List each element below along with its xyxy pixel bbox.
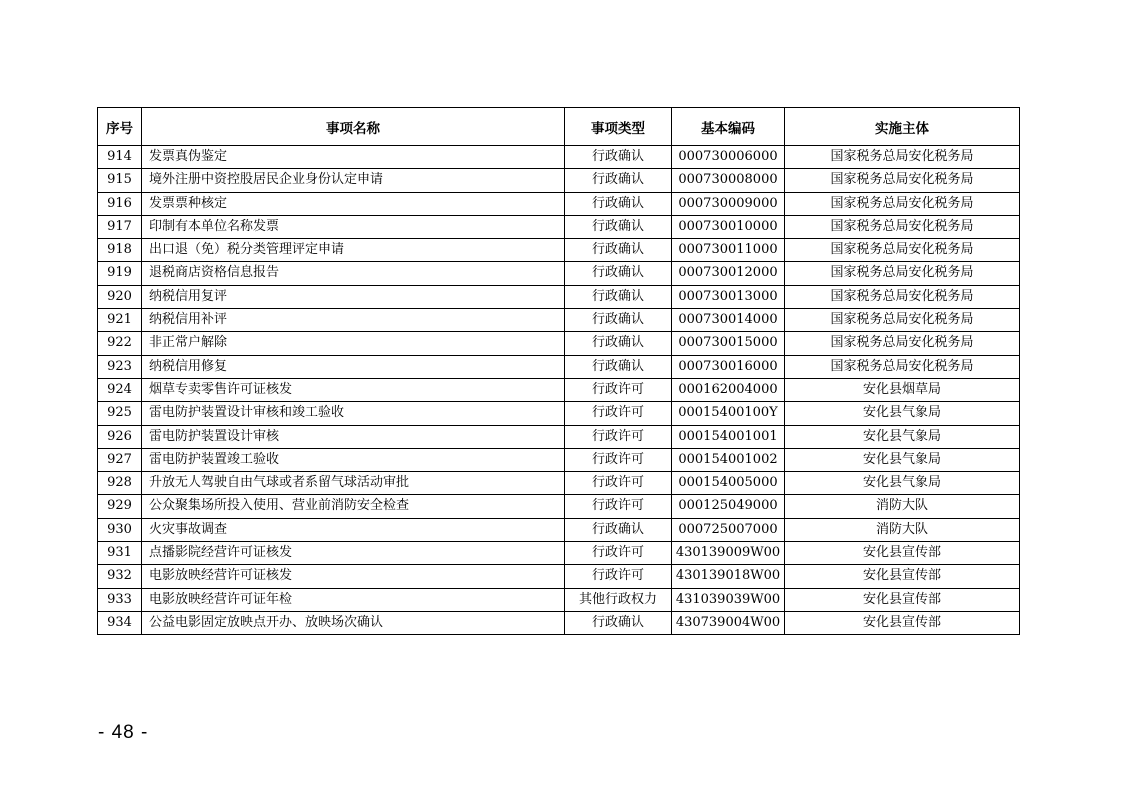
cell-item-type: 行政许可 bbox=[565, 565, 672, 588]
cell-base-code: 430139009W00 bbox=[672, 542, 785, 565]
cell-base-code: 000730006000 bbox=[672, 146, 785, 169]
cell-item-name: 出口退（免）税分类管理评定申请 bbox=[142, 239, 565, 262]
cell-seq: 931 bbox=[98, 542, 142, 565]
cell-item-type: 行政确认 bbox=[565, 239, 672, 262]
cell-item-name: 印制有本单位名称发票 bbox=[142, 215, 565, 238]
cell-agency: 国家税务总局安化税务局 bbox=[785, 192, 1020, 215]
cell-item-name: 纳税信用修复 bbox=[142, 355, 565, 378]
cell-item-type: 行政确认 bbox=[565, 169, 672, 192]
cell-base-code: 000730012000 bbox=[672, 262, 785, 285]
cell-item-name: 公众聚集场所投入使用、营业前消防安全检查 bbox=[142, 495, 565, 518]
cell-item-type: 行政确认 bbox=[565, 611, 672, 634]
cell-base-code: 000725007000 bbox=[672, 518, 785, 541]
cell-item-type: 行政确认 bbox=[565, 332, 672, 355]
cell-item-name: 公益电影固定放映点开办、放映场次确认 bbox=[142, 611, 565, 634]
cell-item-name: 电影放映经营许可证核发 bbox=[142, 565, 565, 588]
cell-seq: 934 bbox=[98, 611, 142, 634]
table-row bbox=[98, 495, 1020, 518]
cell-agency: 安化县烟草局 bbox=[785, 378, 1020, 401]
cell-item-type: 行政许可 bbox=[565, 472, 672, 495]
cell-agency: 安化县气象局 bbox=[785, 472, 1020, 495]
cell-base-code: 000730016000 bbox=[672, 355, 785, 378]
table-row bbox=[98, 448, 1020, 471]
cell-seq: 926 bbox=[98, 425, 142, 448]
table-row bbox=[98, 611, 1020, 634]
cell-seq: 917 bbox=[98, 215, 142, 238]
cell-item-type: 行政确认 bbox=[565, 192, 672, 215]
table-row bbox=[98, 565, 1020, 588]
cell-item-name: 境外注册中资控股居民企业身份认定申请 bbox=[142, 169, 565, 192]
cell-item-name: 发票票种核定 bbox=[142, 192, 565, 215]
cell-seq: 919 bbox=[98, 262, 142, 285]
cell-agency: 安化县宣传部 bbox=[785, 565, 1020, 588]
cell-base-code: 000730014000 bbox=[672, 309, 785, 332]
table-row bbox=[98, 309, 1020, 332]
cell-agency: 国家税务总局安化税务局 bbox=[785, 146, 1020, 169]
cell-agency: 国家税务总局安化税务局 bbox=[785, 169, 1020, 192]
table-header bbox=[98, 108, 1020, 146]
table-row bbox=[98, 146, 1020, 169]
cell-item-type: 行政许可 bbox=[565, 425, 672, 448]
cell-seq: 927 bbox=[98, 448, 142, 471]
cell-agency: 安化县宣传部 bbox=[785, 611, 1020, 634]
cell-agency: 消防大队 bbox=[785, 518, 1020, 541]
cell-base-code: 000730009000 bbox=[672, 192, 785, 215]
header-item-name: 事项名称 bbox=[142, 108, 565, 146]
cell-item-type: 行政确认 bbox=[565, 262, 672, 285]
cell-item-type: 行政许可 bbox=[565, 448, 672, 471]
table-row bbox=[98, 332, 1020, 355]
cell-item-type: 行政许可 bbox=[565, 542, 672, 565]
cell-item-name: 雷电防护装置设计审核 bbox=[142, 425, 565, 448]
cell-agency: 消防大队 bbox=[785, 495, 1020, 518]
cell-item-type: 行政许可 bbox=[565, 378, 672, 401]
cell-seq: 928 bbox=[98, 472, 142, 495]
cell-base-code: 430739004W00 bbox=[672, 611, 785, 634]
table-row bbox=[98, 285, 1020, 308]
cell-item-name: 纳税信用复评 bbox=[142, 285, 565, 308]
cell-item-type: 行政许可 bbox=[565, 402, 672, 425]
table-row bbox=[98, 402, 1020, 425]
items-table bbox=[97, 107, 1020, 635]
cell-item-name: 烟草专卖零售许可证核发 bbox=[142, 378, 565, 401]
cell-seq: 933 bbox=[98, 588, 142, 611]
table-row bbox=[98, 588, 1020, 611]
header-seq: 序号 bbox=[98, 108, 142, 146]
table-row bbox=[98, 425, 1020, 448]
cell-agency: 安化县宣传部 bbox=[785, 588, 1020, 611]
cell-seq: 925 bbox=[98, 402, 142, 425]
cell-base-code: 00015400100Y bbox=[672, 402, 785, 425]
cell-agency: 国家税务总局安化税务局 bbox=[785, 355, 1020, 378]
table-row bbox=[98, 518, 1020, 541]
cell-agency: 国家税务总局安化税务局 bbox=[785, 332, 1020, 355]
header-item-type: 事项类型 bbox=[565, 108, 672, 146]
header-agency: 实施主体 bbox=[785, 108, 1020, 146]
cell-seq: 923 bbox=[98, 355, 142, 378]
cell-agency: 国家税务总局安化税务局 bbox=[785, 262, 1020, 285]
cell-seq: 929 bbox=[98, 495, 142, 518]
cell-seq: 918 bbox=[98, 239, 142, 262]
cell-base-code: 431039039W00 bbox=[672, 588, 785, 611]
cell-base-code: 000162004000 bbox=[672, 378, 785, 401]
cell-base-code: 000154005000 bbox=[672, 472, 785, 495]
table-row bbox=[98, 215, 1020, 238]
cell-base-code: 000730010000 bbox=[672, 215, 785, 238]
header-base-code: 基本编码 bbox=[672, 108, 785, 146]
cell-item-type: 行政确认 bbox=[565, 146, 672, 169]
header-row bbox=[98, 108, 1020, 146]
cell-seq: 932 bbox=[98, 565, 142, 588]
cell-item-type: 其他行政权力 bbox=[565, 588, 672, 611]
table-row bbox=[98, 169, 1020, 192]
cell-seq: 921 bbox=[98, 309, 142, 332]
table-row bbox=[98, 239, 1020, 262]
table-row bbox=[98, 472, 1020, 495]
cell-item-name: 非正常户解除 bbox=[142, 332, 565, 355]
cell-agency: 安化县气象局 bbox=[785, 402, 1020, 425]
cell-item-name: 点播影院经营许可证核发 bbox=[142, 542, 565, 565]
cell-base-code: 000730008000 bbox=[672, 169, 785, 192]
table-row bbox=[98, 542, 1020, 565]
cell-item-name: 雷电防护装置设计审核和竣工验收 bbox=[142, 402, 565, 425]
table-row bbox=[98, 192, 1020, 215]
cell-seq: 914 bbox=[98, 146, 142, 169]
cell-item-type: 行政许可 bbox=[565, 495, 672, 518]
cell-seq: 924 bbox=[98, 378, 142, 401]
cell-agency: 国家税务总局安化税务局 bbox=[785, 239, 1020, 262]
cell-seq: 920 bbox=[98, 285, 142, 308]
cell-item-name: 电影放映经营许可证年检 bbox=[142, 588, 565, 611]
cell-item-name: 升放无人驾驶自由气球或者系留气球活动审批 bbox=[142, 472, 565, 495]
cell-agency: 国家税务总局安化税务局 bbox=[785, 285, 1020, 308]
cell-agency: 安化县气象局 bbox=[785, 448, 1020, 471]
table-body bbox=[98, 146, 1020, 635]
cell-item-name: 纳税信用补评 bbox=[142, 309, 565, 332]
cell-seq: 930 bbox=[98, 518, 142, 541]
cell-base-code: 000730013000 bbox=[672, 285, 785, 308]
table-row bbox=[98, 262, 1020, 285]
cell-agency: 安化县宣传部 bbox=[785, 542, 1020, 565]
cell-item-type: 行政确认 bbox=[565, 285, 672, 308]
table-row bbox=[98, 378, 1020, 401]
cell-agency: 安化县气象局 bbox=[785, 425, 1020, 448]
cell-base-code: 000154001002 bbox=[672, 448, 785, 471]
cell-base-code: 000125049000 bbox=[672, 495, 785, 518]
cell-item-name: 火灾事故调查 bbox=[142, 518, 565, 541]
cell-item-type: 行政确认 bbox=[565, 518, 672, 541]
cell-item-type: 行政确认 bbox=[565, 215, 672, 238]
cell-agency: 国家税务总局安化税务局 bbox=[785, 309, 1020, 332]
cell-base-code: 000154001001 bbox=[672, 425, 785, 448]
cell-seq: 916 bbox=[98, 192, 142, 215]
cell-base-code: 000730011000 bbox=[672, 239, 785, 262]
cell-item-name: 退税商店资格信息报告 bbox=[142, 262, 565, 285]
cell-item-name: 雷电防护装置竣工验收 bbox=[142, 448, 565, 471]
cell-item-name: 发票真伪鉴定 bbox=[142, 146, 565, 169]
cell-seq: 915 bbox=[98, 169, 142, 192]
cell-seq: 922 bbox=[98, 332, 142, 355]
table-row bbox=[98, 355, 1020, 378]
cell-base-code: 000730015000 bbox=[672, 332, 785, 355]
page-number: - 48 - bbox=[98, 722, 149, 743]
cell-item-type: 行政确认 bbox=[565, 309, 672, 332]
cell-item-type: 行政确认 bbox=[565, 355, 672, 378]
cell-agency: 国家税务总局安化税务局 bbox=[785, 215, 1020, 238]
cell-base-code: 430139018W00 bbox=[672, 565, 785, 588]
